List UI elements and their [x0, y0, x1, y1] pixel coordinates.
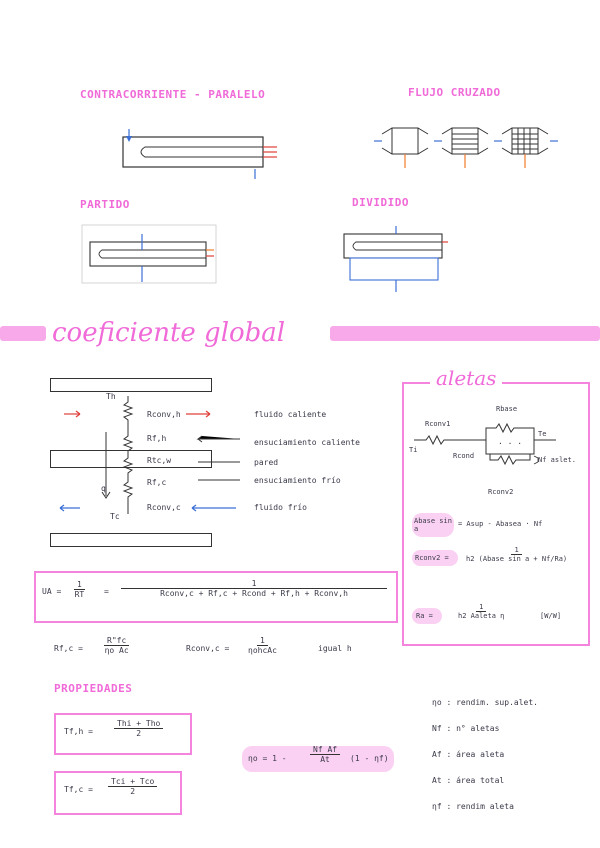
Tc-label: Tc — [110, 512, 120, 521]
abase-rhs: = Asup - Abasea · Nf — [458, 520, 543, 528]
legend-item: At : área total — [432, 776, 505, 785]
legend-item: ηf : rendim aleta — [432, 802, 514, 811]
aletas-Nfalet: Nf aslet. — [538, 456, 576, 464]
rconv2-frac — [466, 546, 567, 563]
ra-den: h2 Aaleta η — [458, 612, 505, 620]
rconvc-lhs: Rconv,c = — [186, 644, 230, 653]
legend-item: Nf : n° aletas — [432, 724, 500, 733]
R-conv-h: Rconv,h — [147, 410, 181, 419]
contra-diagram — [115, 125, 285, 180]
lbl-fluido-caliente: fluido caliente — [254, 410, 327, 419]
R-f-h: Rf,h — [147, 434, 167, 443]
Th-label: Th — [106, 392, 116, 401]
R-tc-w: Rtc,w — [147, 456, 172, 465]
aletas-title: aletas — [430, 366, 502, 390]
R-f-c: Rf,c — [147, 478, 167, 487]
aletas-Rbase: Rbase — [496, 405, 518, 413]
rfc-lhs: Rf,c = — [54, 644, 83, 653]
ra-unit: [W/W] — [540, 612, 562, 620]
contra-title: CONTRACORRIENTE - PARALELO — [80, 88, 266, 101]
q-label: q — [101, 484, 106, 493]
ua-eq: = — [104, 587, 109, 596]
cruzado-title: FLUJO CRUZADO — [408, 86, 501, 99]
ua-lhs-frac — [74, 580, 85, 599]
rconv2-num: 1 — [511, 546, 521, 555]
aletas-Ti: Ti — [409, 446, 418, 454]
section-title: coeficiente global — [52, 318, 286, 348]
tfc-frac — [108, 777, 157, 796]
rconvc-num: 1 — [257, 636, 268, 646]
ua-num: 1 — [121, 579, 387, 589]
ra-lhs: Ra = — [416, 612, 433, 620]
ra-frac — [458, 603, 504, 620]
partido-title: PARTIDO — [80, 198, 130, 211]
banner-right — [330, 326, 600, 341]
eta-num: Nf Af — [310, 745, 340, 755]
ua-lhs-num: 1 — [74, 580, 85, 590]
lbl-pared: pared — [254, 458, 279, 467]
tfh-frac — [114, 719, 163, 738]
wall-top-bar — [50, 378, 212, 392]
propiedades-title: PROPIEDADES — [54, 682, 133, 695]
legend-list — [432, 690, 538, 820]
ua-rhs-frac — [118, 579, 390, 598]
eta-den: At — [320, 755, 330, 764]
rconvc-den: ηohcAc — [248, 646, 277, 655]
ua-lhs-den: RT — [74, 590, 85, 599]
lbl-ensuc-frio: ensuciamiento frío — [254, 476, 341, 485]
aletas-Rconv1: Rconv1 — [425, 420, 451, 428]
rfc-num: R"fc — [104, 636, 129, 646]
rfc-den: ηo Ac — [104, 646, 129, 655]
cruzado-diagram — [372, 108, 567, 176]
svg-text:. . .: . . . — [498, 437, 523, 446]
rconvc-frac — [248, 636, 277, 655]
lbl-fluido-frio: fluido frío — [254, 503, 307, 512]
tfc-num: Tci + Tco — [108, 777, 157, 787]
eta-rhs: (1 - ηf) — [350, 754, 389, 763]
R-conv-c: Rconv,c — [147, 503, 181, 512]
ra-num: 1 — [476, 603, 486, 612]
lbl-ensuc-caliente: ensuciamiento caliente — [254, 438, 360, 447]
tfh-num: Thi + Tho — [114, 719, 163, 729]
tfc-den: 2 — [130, 787, 136, 796]
rconv2-lhs: Rconv2 = — [415, 554, 449, 562]
igual-h: igual h — [318, 644, 352, 653]
aletas-Te: Te — [538, 430, 547, 438]
rfc-frac — [104, 636, 129, 655]
legend-item: Af : área aleta — [432, 750, 505, 759]
aletas-Rcond: Rcond — [453, 452, 475, 460]
tfc-lhs: Tf,c = — [64, 785, 93, 794]
dividido-title: DIVIDIDO — [352, 196, 409, 209]
wall-bottom-bar — [50, 533, 212, 547]
eta-frac — [310, 745, 340, 764]
ua-lhs: UA = — [42, 587, 62, 596]
dividido-diagram — [340, 222, 450, 294]
tfh-lhs: Tf,h = — [64, 727, 93, 736]
eta-lhs: ηo = 1 - — [248, 754, 287, 763]
resistance-chain — [50, 392, 240, 532]
rconv2-den: h2 (Abase sin a + Nf/Ra) — [466, 555, 568, 563]
partido-diagram — [80, 222, 220, 290]
aletas-Rconv2: Rconv2 — [488, 488, 514, 496]
ua-den: Rconv,c + Rf,c + Rcond + Rf,h + Rconv,h — [160, 589, 348, 598]
abase-lhs: Abase sin a — [414, 517, 452, 533]
banner-left — [0, 326, 46, 341]
tfh-den: 2 — [136, 729, 142, 738]
legend-item: ηo : rendim. sup.alet. — [432, 698, 538, 707]
